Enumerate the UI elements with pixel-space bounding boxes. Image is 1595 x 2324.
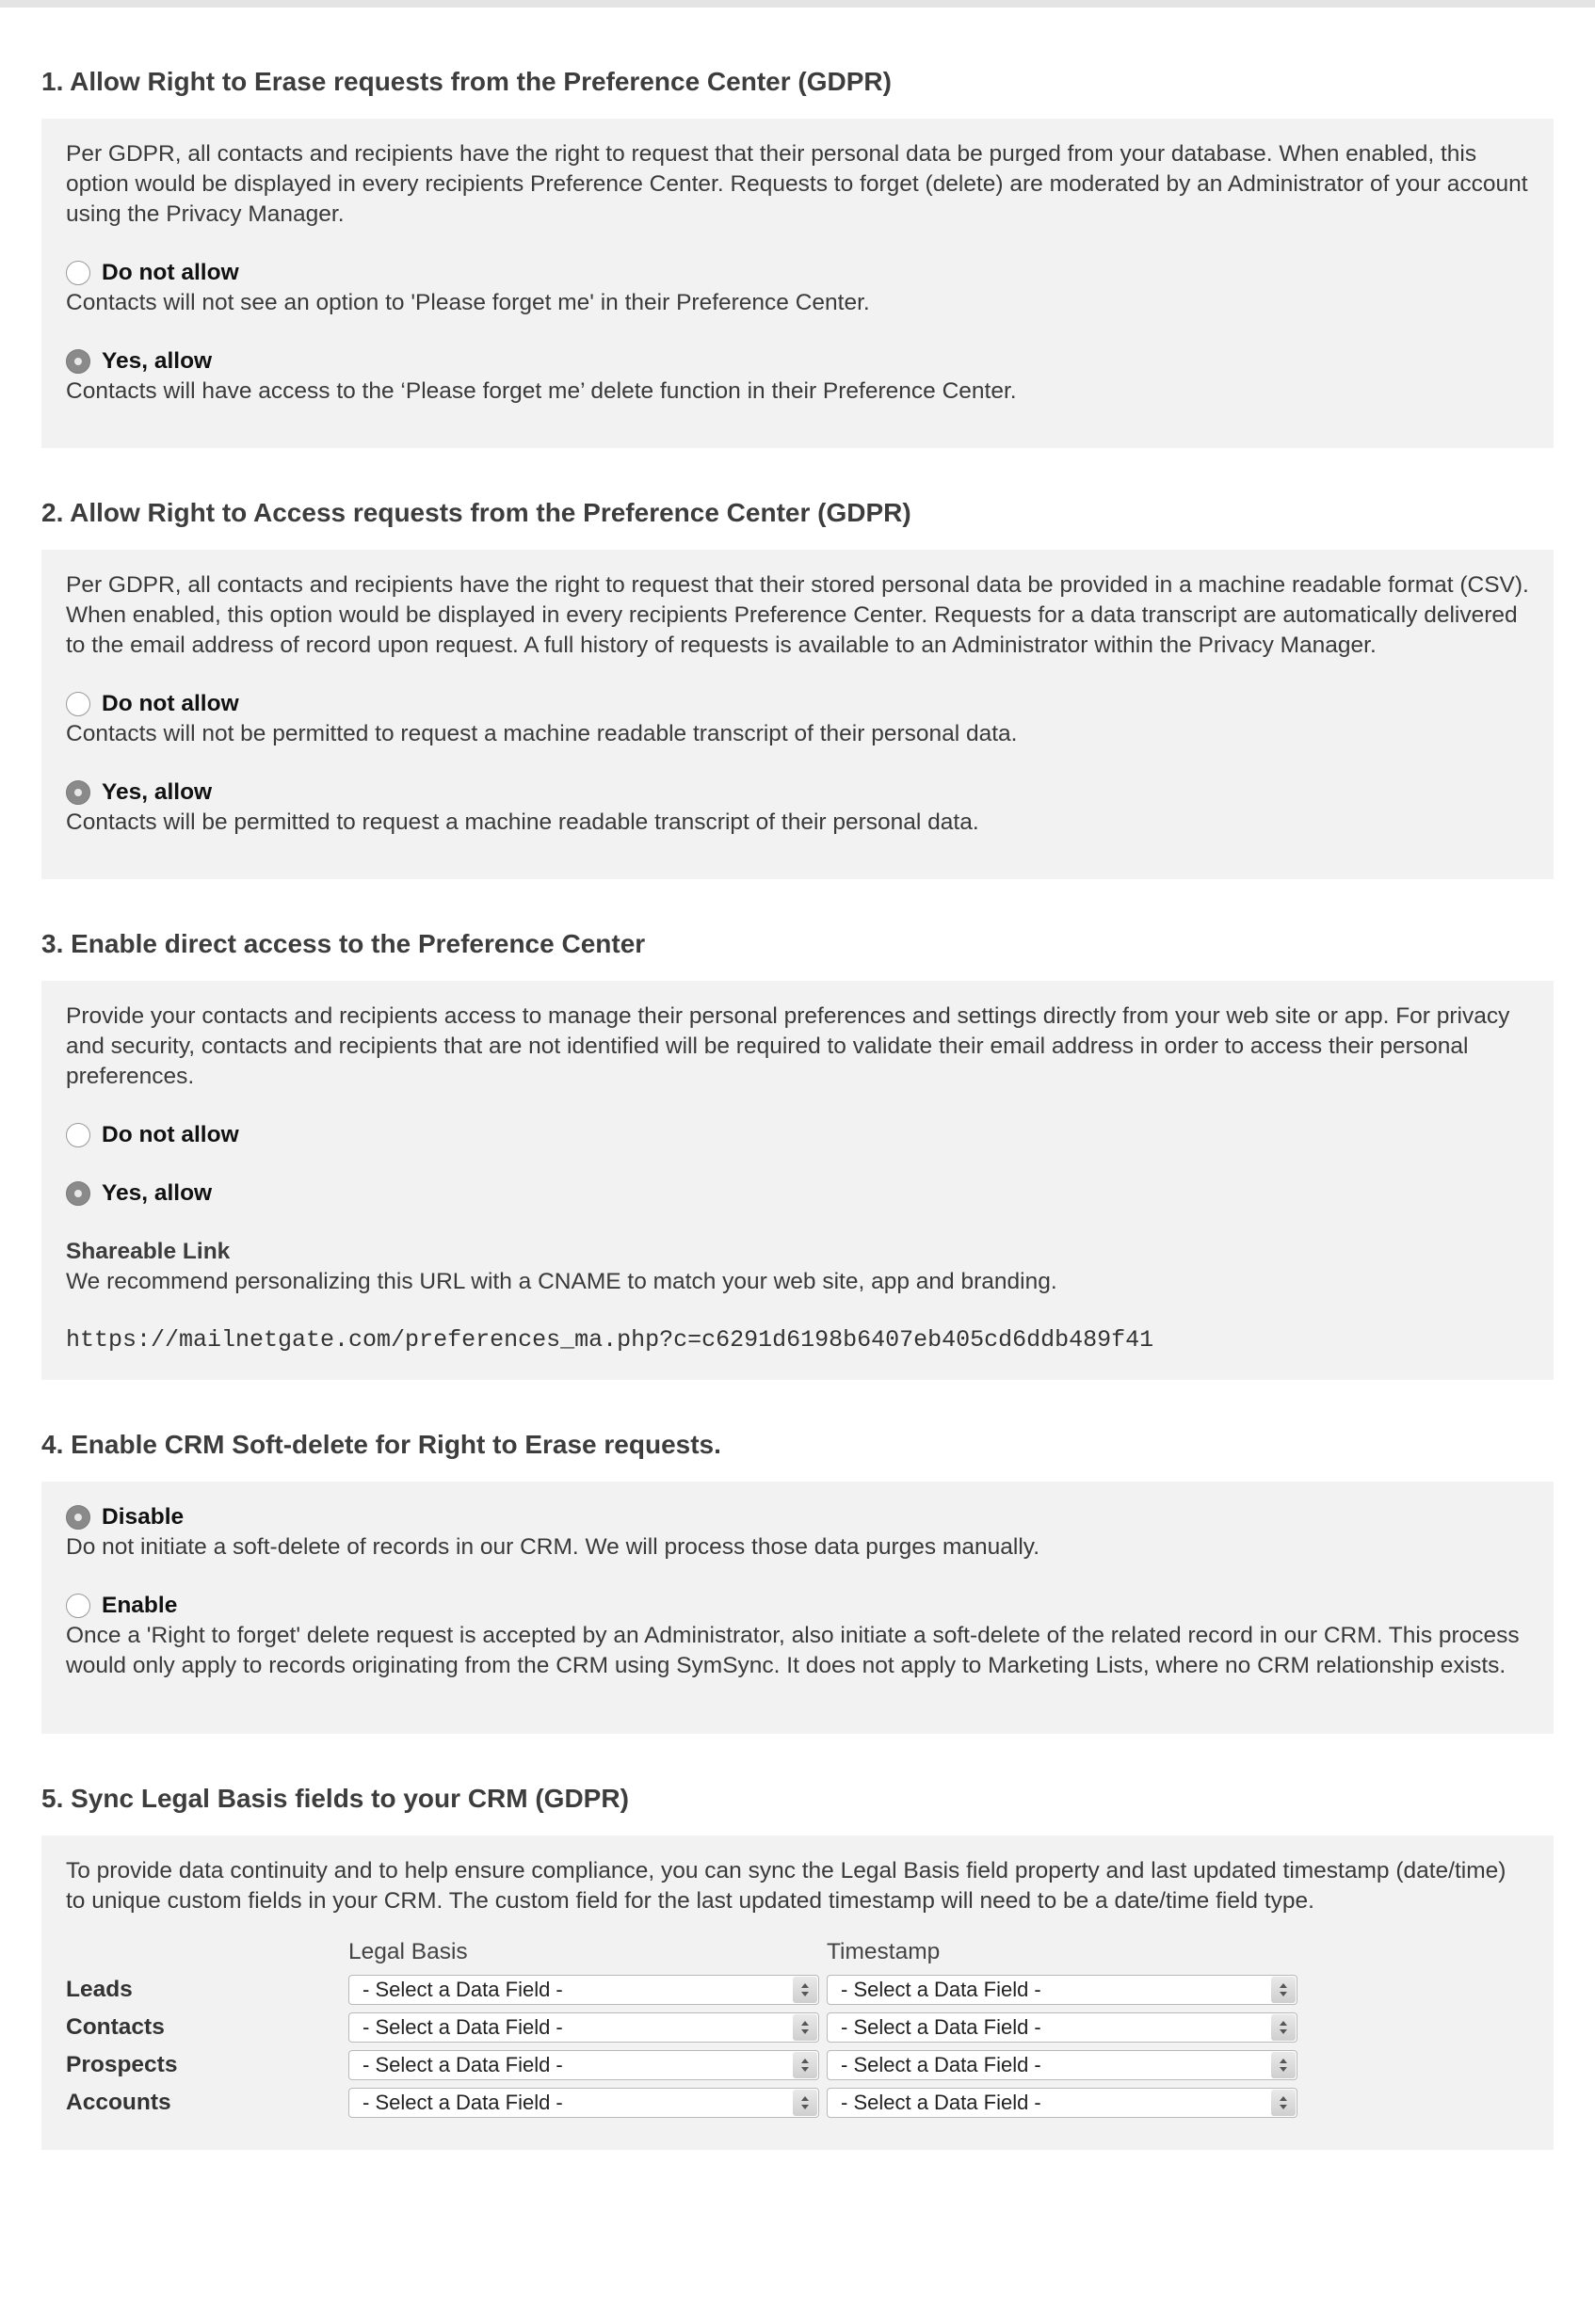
table-row: [66, 2009, 1305, 2046]
option-label: Do not allow: [102, 1122, 239, 1147]
timestamp-select-leads[interactable]: [827, 1975, 1297, 2005]
option-label: Yes, allow: [102, 348, 213, 374]
legal-basis-select-prospects[interactable]: [348, 2050, 819, 2080]
option-do-not-allow[interactable]: [66, 1120, 1529, 1150]
option-description: Contacts will have access to the ‘Please forget me’ delete function in their Preference Center.: [66, 378, 1017, 404]
radio-icon[interactable]: [66, 1594, 90, 1618]
radio-icon[interactable]: [66, 692, 90, 716]
legal-basis-select-contacts[interactable]: [348, 2012, 819, 2043]
select-arrows-icon[interactable]: [793, 2090, 817, 2116]
row-label: Prospects: [66, 2052, 178, 2077]
column-header-legal-basis: Legal Basis: [348, 1939, 468, 1964]
table-row: [66, 2046, 1305, 2084]
top-bar: [0, 0, 1595, 8]
option-yes-allow[interactable]: [66, 777, 1529, 838]
shareable-link-note: We recommend personalizing this URL with a CNAME to match your web site, app and branding.: [66, 1269, 1057, 1294]
section-title-direct-access: 3. Enable direct access to the Preference Center: [41, 929, 646, 958]
section-title-access: 2. Allow Right to Access requests from the Preference Center (GDPR): [41, 498, 911, 527]
option-label: Enable: [102, 1593, 178, 1618]
select-value: - Select a Data Field -: [362, 1978, 563, 2001]
select-arrows-icon[interactable]: [1271, 2090, 1296, 2116]
section-title-erase: 1. Allow Right to Erase requests from the Preference Center (GDPR): [41, 67, 892, 96]
select-value: - Select a Data Field -: [841, 1978, 1041, 2001]
row-label: Contacts: [66, 2014, 165, 2040]
section-panel-soft-delete: [41, 1482, 1554, 1734]
section-title-soft-delete: 4. Enable CRM Soft-delete for Right to Erase requests.: [41, 1430, 721, 1459]
settings-page: [0, 66, 1595, 2150]
select-arrows-icon[interactable]: [793, 2014, 817, 2041]
table-row: [66, 1971, 1305, 2009]
timestamp-select-prospects[interactable]: [827, 2050, 1297, 2080]
section-panel-access: [41, 550, 1554, 879]
section-description: Provide your contacts and recipients access to manage their personal preferences and settings directly from your web site or app. For privacy and security, contacts and recipients that are not identified will be required to validate their email address in order to access their personal preferences.: [66, 1003, 1510, 1089]
radio-checked-icon[interactable]: [66, 1505, 90, 1530]
select-arrows-icon[interactable]: [1271, 1977, 1296, 2003]
option-label: Yes, allow: [102, 1180, 213, 1206]
legal-basis-mapping-table: [66, 1937, 1305, 2122]
select-arrows-icon[interactable]: [1271, 2014, 1296, 2041]
table-row: [66, 2084, 1305, 2122]
option-description: Do not initiate a soft-delete of records in our CRM. We will process those data purges manually.: [66, 1534, 1040, 1560]
timestamp-select-accounts[interactable]: [827, 2088, 1297, 2118]
option-label: Do not allow: [102, 691, 239, 716]
radio-icon[interactable]: [66, 261, 90, 285]
option-do-not-allow[interactable]: [66, 689, 1529, 749]
select-arrows-icon[interactable]: [793, 2052, 817, 2078]
option-description: Contacts will not see an option to 'Please forget me' in their Preference Center.: [66, 290, 870, 315]
select-value: - Select a Data Field -: [841, 2015, 1041, 2039]
radio-icon[interactable]: [66, 1123, 90, 1147]
option-description: Contacts will not be permitted to request a machine readable transcript of their personal data.: [66, 721, 1018, 746]
select-arrows-icon[interactable]: [793, 1977, 817, 2003]
select-value: - Select a Data Field -: [362, 2053, 563, 2076]
radio-checked-icon[interactable]: [66, 1181, 90, 1206]
option-yes-allow[interactable]: [66, 346, 1529, 407]
legal-basis-select-accounts[interactable]: [348, 2088, 819, 2118]
section-description: Per GDPR, all contacts and recipients have the right to request that their personal data be purged from your database. When enabled, this option would be displayed in every recipients Preference Center. Requests to forget (delete) are moderated by an Administrator of your account using the Privacy Manager.: [66, 141, 1528, 227]
section-panel-erase: [41, 119, 1554, 448]
row-label: Leads: [66, 1977, 133, 2002]
shareable-link-title: Shareable Link: [66, 1239, 231, 1264]
option-yes-allow[interactable]: [66, 1178, 1529, 1209]
shareable-url[interactable]: https://mailnetgate.com/preferences_ma.php?c=c6291d6198b6407eb405cd6ddb489f41: [66, 1326, 1154, 1354]
option-do-not-allow[interactable]: [66, 258, 1529, 318]
option-label: Disable: [102, 1504, 185, 1530]
option-label: Yes, allow: [102, 779, 213, 805]
section-panel-legal-basis: [41, 1835, 1554, 2150]
option-description: Contacts will be permitted to request a machine readable transcript of their personal data.: [66, 809, 979, 835]
option-disable[interactable]: [66, 1502, 1529, 1563]
option-description: Once a 'Right to forget' delete request is accepted by an Administrator, also initiate a soft-delete of the related record in our CRM. This process would only apply to records originating from the CRM using SymSync. It does not apply to Marketing Lists, where no CRM relationship exists.: [66, 1623, 1520, 1678]
row-label: Accounts: [66, 2090, 171, 2115]
legal-basis-select-leads[interactable]: [348, 1975, 819, 2005]
timestamp-select-contacts[interactable]: [827, 2012, 1297, 2043]
section-panel-direct-access: [41, 981, 1554, 1380]
section-title-legal-basis: 5. Sync Legal Basis fields to your CRM (GDPR): [41, 1784, 629, 1813]
option-enable[interactable]: [66, 1591, 1529, 1681]
select-arrows-icon[interactable]: [1271, 2052, 1296, 2078]
option-label: Do not allow: [102, 260, 239, 285]
column-header-timestamp: Timestamp: [827, 1939, 941, 1964]
radio-checked-icon[interactable]: [66, 780, 90, 805]
section-description: Per GDPR, all contacts and recipients have the right to request that their stored personal data be provided in a machine readable format (CSV). When enabled, this option would be displayed in every recipients Preference Center. Requests for a data transcript are automatically delivered to the email address of record upon request. A full history of requests is available to an Administrator within the Privacy Manager.: [66, 572, 1529, 658]
select-value: - Select a Data Field -: [362, 2015, 563, 2039]
section-description: To provide data continuity and to help ensure compliance, you can sync the Legal Basis field property and last updated timestamp (date/time) to unique custom fields in your CRM. The custom field for the last updated timestamp will need to be a date/time field type.: [66, 1858, 1506, 1914]
select-value: - Select a Data Field -: [362, 2091, 563, 2114]
select-value: - Select a Data Field -: [841, 2091, 1041, 2114]
select-value: - Select a Data Field -: [841, 2053, 1041, 2076]
radio-checked-icon[interactable]: [66, 349, 90, 374]
